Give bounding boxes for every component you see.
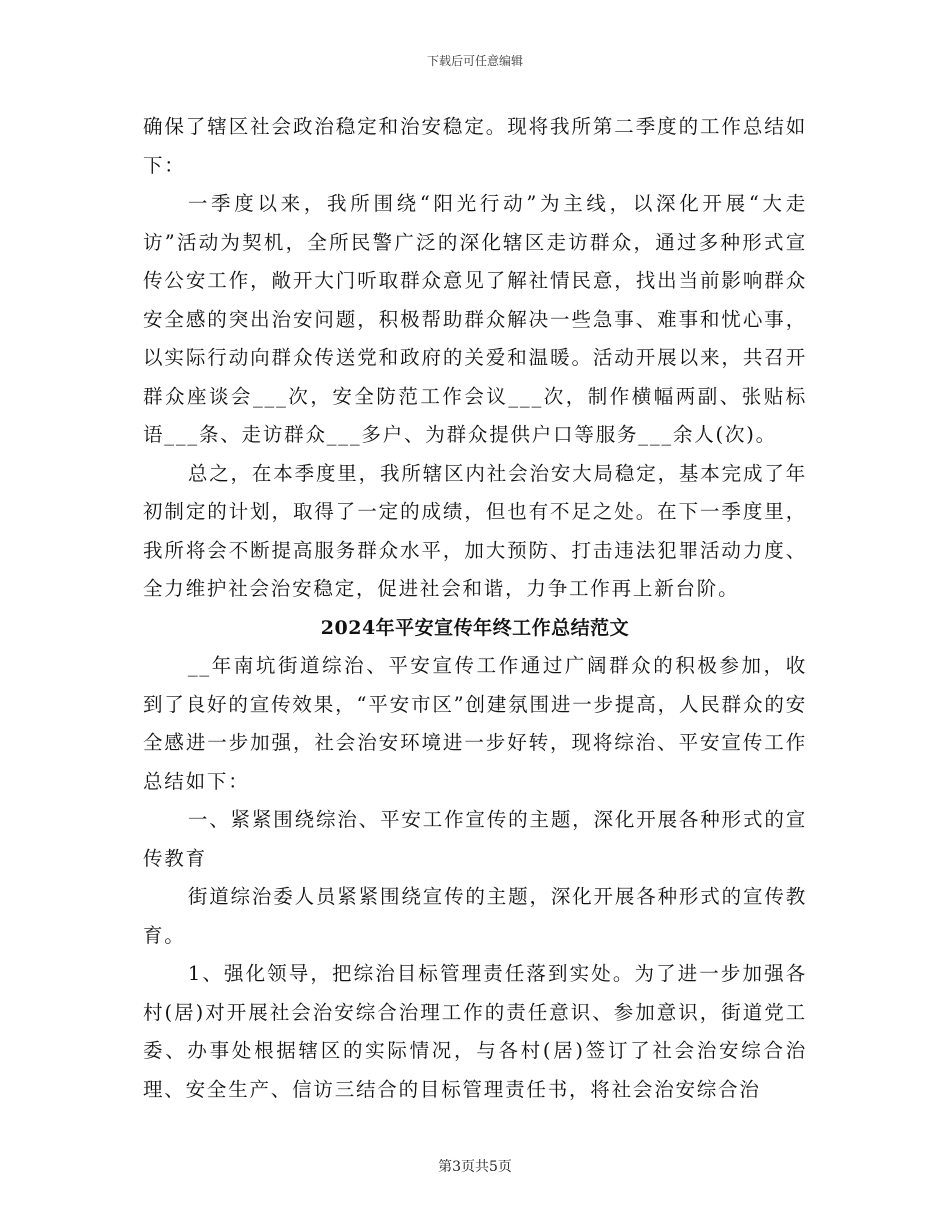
paragraph-intro: __年南坑街道综治、平安宣传工作通过广阔群众的积极参加，收到了良好的宣传效果，“平安市区”创建氛围进一步提高，人民群众的安全感进一步加强，社会治安环境进一步好转，现将综治、平安宣传工作总结如下： [143, 654, 807, 793]
paragraph-continuation: 确保了辖区社会政治稳定和治安稳定。现将我所第二季度的工作总结如下： [143, 115, 807, 177]
paragraph-item-one: 1、强化领导，把综治目标管理责任落到实处。为了进一步加强各村(居)对开展社会治安综合治理工作的责任意识、参加意识，街道党工委、办事处根据辖区的实际情况，与各村(居)签订了社会治安综合治理、安全生产、信访三结合的目标管理责任书，将社会治安综合治 [143, 962, 807, 1101]
document-body [143, 108, 807, 1109]
page-header: 下载后可任意编辑 [426, 54, 523, 68]
paragraph-section-one: 街道综治委人员紧紧围绕宣传的主题，深化开展各种形式的宣传教育。 [143, 885, 807, 947]
page-footer: 第3页共5页 [438, 1159, 512, 1175]
section-heading-one: 一、紧紧围绕综治、平安工作宣传的主题，深化开展各种形式的宣传教育 [143, 808, 807, 870]
paragraph-activities: 一季度以来，我所围绕“阳光行动”为主线，以深化开展“大走访”活动为契机，全所民警广泛的深化辖区走访群众，通过多种形式宣传公安工作，敞开大门听取群众意见了解社情民意，找出当前影响群众安全感的突出治安问题，积极帮助群众解决一些急事、难事和忧心事，以实际行动向群众传送党和政府的关爱和温暖。活动开展以来，共召开群众座谈会___次，安全防范工作会议___次，制作横幅两副、张贴标语___条、走访群众___多户、为群众提供户口等服务___余人(次)。 [143, 192, 807, 446]
paragraph-summary: 总之，在本季度里，我所辖区内社会治安大局稳定，基本完成了年初制定的计划，取得了一定的成绩，但也有不足之处。在下一季度里，我所将会不断提高服务群众水平，加大预防、打击违法犯罪活动力度、全力维护社会治安稳定，促进社会和谐，力争工作再上新台阶。 [143, 461, 807, 600]
document-title: 2024年平安宣传年终工作总结范文 [320, 616, 630, 639]
